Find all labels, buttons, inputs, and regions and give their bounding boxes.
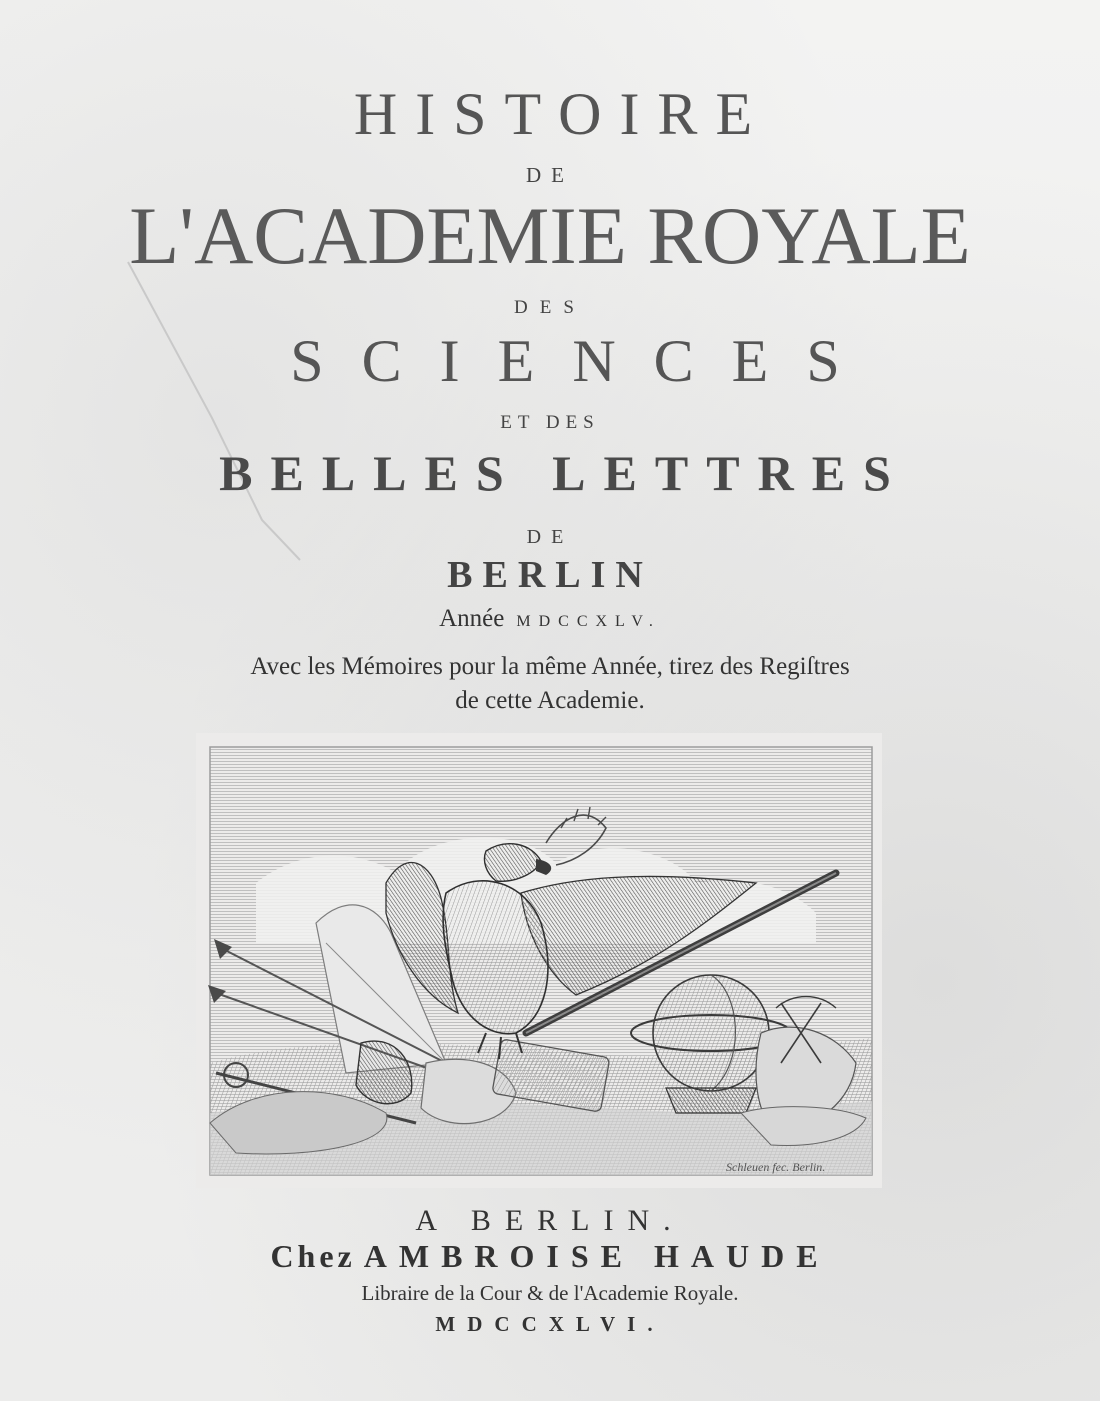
imprint-year: MDCCXLVI.	[435, 1312, 665, 1336]
eagle-engraving	[196, 733, 882, 1188]
subtitle-line-2: de cette Academie.	[455, 687, 645, 714]
title-academie-royale: L'ACADEMIE ROYALE	[129, 190, 971, 281]
title-berlin: BERLIN	[447, 554, 653, 596]
title-sciences: SCIENCES	[290, 328, 878, 394]
imprint-a-berlin: A BERLIN.	[415, 1204, 685, 1237]
imprint-publisher: AMBROISE HAUDE	[363, 1238, 830, 1274]
engraving-signature: Schleuen fec. Berlin.	[726, 1160, 826, 1174]
imprint-chez: Chez	[270, 1238, 356, 1274]
title-annee	[0, 606, 1100, 631]
title-de: DE	[526, 163, 574, 187]
title-des: DES	[514, 297, 586, 318]
subtitle-line-1: Avec les Mémoires pour la même Année, tirez des Regiſtres	[250, 653, 850, 680]
annee-label: Année	[439, 605, 505, 632]
eagle-engraving-illustration	[196, 733, 882, 1188]
title-histoire: HISTOIRE	[353, 81, 771, 147]
title-et-des: ET DES	[500, 412, 600, 433]
title-belles-lettres: BELLES LETTRES	[219, 445, 909, 501]
annee-numeral: MDCCXLV.	[516, 613, 661, 630]
imprint-libraire: Libraire de la Cour & de l'Academie Royale.	[361, 1281, 739, 1305]
imprint-publisher-line	[0, 1240, 1100, 1272]
title-de-2: DE	[526, 526, 574, 548]
